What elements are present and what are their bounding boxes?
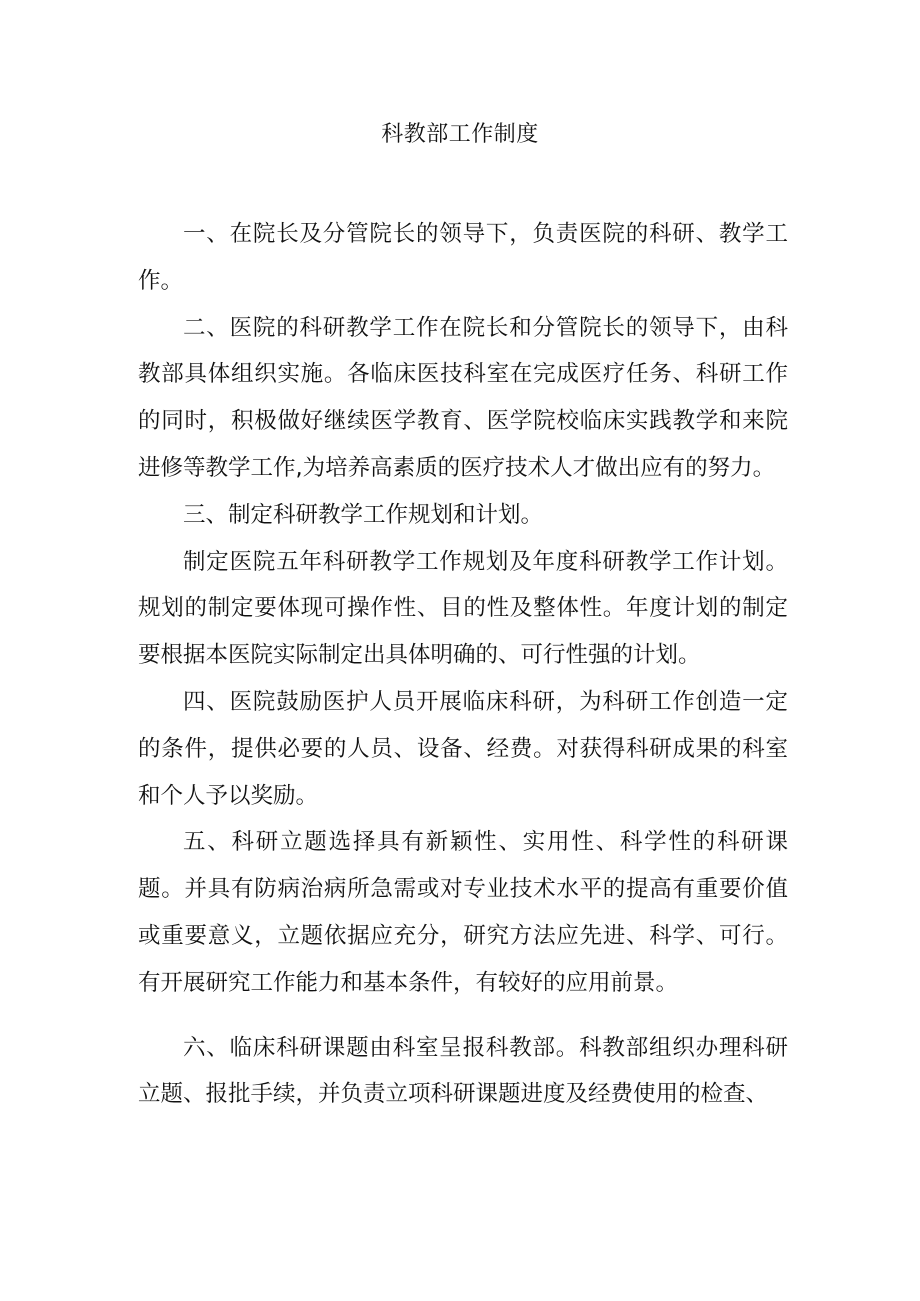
paragraph-3: 三、制定科研教学工作规划和计划。 [183, 501, 544, 528]
paragraph-7: 六、临床科研课题由科室呈报科教部。科教部组织办理科研立题、报批手续，并负责立项科研课题进度及经费使用的检查、 [138, 1034, 788, 1108]
paragraph-1: 一、在院长及分管院长的领导下，负责医院的科研、教学工作。 [138, 221, 788, 294]
paragraph-5: 四、医院鼓励医护人员开展临床科研，为科研工作创造一定的条件，提供必要的人员、设备、经费。对获得科研成果的科室和个人予以奖励。 [138, 688, 788, 809]
paragraph-6: 五、科研立题选择具有新颖性、实用性、科学性的科研课题。并具有防病治病所急需或对专业技术水平的提高有重要价值或重要意义，立题依据应充分，研究方法应先进、科学、可行。有开展研究工作能力和基本条件，有较好的应用前景。 [138, 829, 788, 996]
document-body [138, 211, 788, 1118]
paragraph-4: 制定医院五年科研教学工作规划及年度科研教学工作计划。规划的制定要体现可操作性、目的性及整体性。年度计划的制定要根据本医院实际制定出具体明确的、可行性强的计划。 [138, 548, 788, 669]
document-title: 科教部工作制度 [381, 122, 539, 147]
paragraph-2: 二、医院的科研教学工作在院长和分管院长的领导下，由科教部具体组织实施。各临床医技科室在完成医疗任务、科研工作的同时，积极做好继续医学教育、医学院校临床实践教学和来院进修等教学工作,为培养高素质的医疗技术人才做出应有的努力。 [138, 314, 788, 481]
